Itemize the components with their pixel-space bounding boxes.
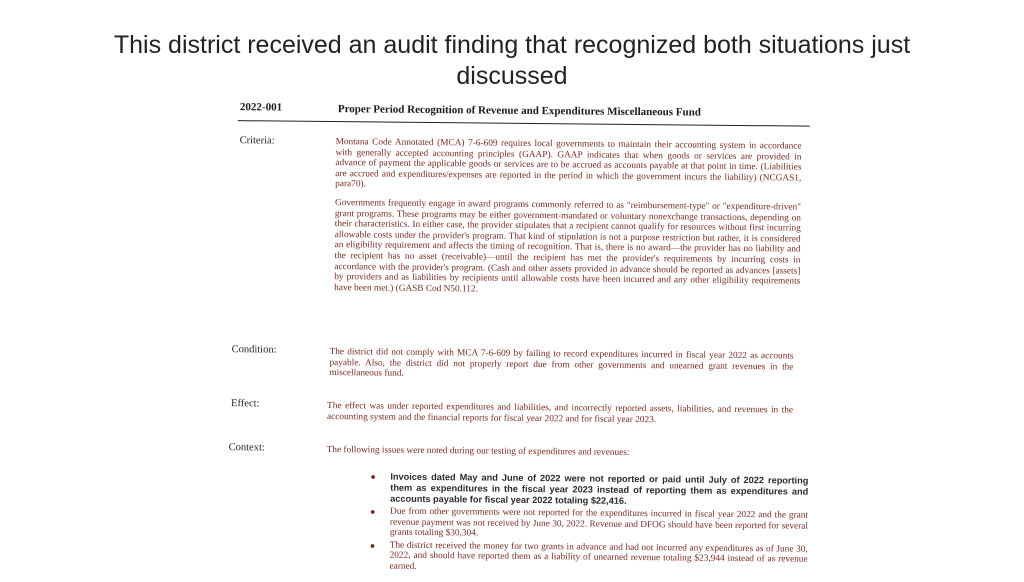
bullet-icon: ● [369,540,376,551]
condition-text: The district did not comply with MCA 7-6-609 by failing to record expenditures incurred in fiscal year 2022 as accounts payable. Also, the district did not properly report due from other governments and unearned grant revenues in the miscellaneous fund. [329,347,794,379]
effect-text: The effect was under reported expenditures and liabilities, and incorrectly reported assets, liabilities, and revenues in the accounting system and the financial reports for fiscal year 2022 and for fiscal year 2023. [326,401,794,425]
effect-label: Effect: [231,398,260,410]
criteria-paragraph-2: Governments frequently engage in award programs commonly referred to as "reimbursement-type" or "expenditure-driven" grant programs. These programs may be either government-mandated or voluntary nonexchange transactions, depending on their characteristics. In either case, the provider stipulates that a recipient cannot qualify for resources without first incurring allowable costs under the provider's program. That kind of stipulation is not a purpose restriction but rather, it is considered an eligibility requirement and affects the timing of recognition. That is, there is no award—the provider has no liability and the recipient has no asset (receivable)—until the recipient has met the provider's requirements by incurring costs in accordance with the provider's program. (Cash and other assets provided in advance should be reported as advances [assets] by providers and as liabilities by recipients until allowable costs have been incurred and any other eligibility requirements have been met.) (GASB Cod N50.112. [334,198,802,295]
finding-header [238,100,810,126]
context-label: Context: [228,442,265,454]
slide-title: This district received an audit finding that recognized both situations just discussed [113,31,911,90]
bullet-icon: ● [370,506,376,517]
finding-number: 2022-001 [239,101,283,114]
context-issue [368,506,808,542]
criteria-paragraph-1: Montana Code Annotated (MCA) 7-6-609 requires local governments to maintain their accounting system in accordance with generally accepted accounting principles (GAAP). GAAP indicates that when goods or services are provided in advance of payment the applicable goods or services are to be accrued as accounts payable at that point in time. (Liabilities are accrued and expenditures/expenses are reported in the period in which the government incurs the liability) (NCGAS1, para70). [335,137,802,190]
context-issue-text: The district received the money for two grants in advance and had not incurred any expenditures as of June 30, 2022, and should have reported them as a liability of unearned revenue totaling $23,944 instead of as revenue earned. [389,540,808,572]
criteria-text [334,137,801,298]
condition-label: Condition: [231,344,277,356]
criteria-label: Criteria: [239,135,275,147]
finding-title: Proper Period Recognition of Revenue and Expenditures Miscellaneous Fund [337,103,701,119]
bullet-icon: ● [370,471,376,482]
context-issues-list [367,471,808,578]
scanned-audit-finding [217,100,812,582]
context-intro: The following issues were noted during our testing of expenditures and revenues: [326,445,630,458]
context-issue [367,540,807,576]
context-issue-text: Invoices dated May and June of 2022 were not reported or paid until July of 2022 reporting them as expenditures in the fiscal year 2023 instead of reporting them as expenditures and accounts payable for fiscal year 2022 totaling $22,416. [390,471,809,506]
context-issue-text: Due from other governments were not reported for the expenditures incurred in fiscal year 2022 and the grant revenue payment was not received by June 30, 2022. Revenue and DFOG should have been reported for several grants totaling $30,304. [389,506,809,539]
context-issue [368,471,808,508]
